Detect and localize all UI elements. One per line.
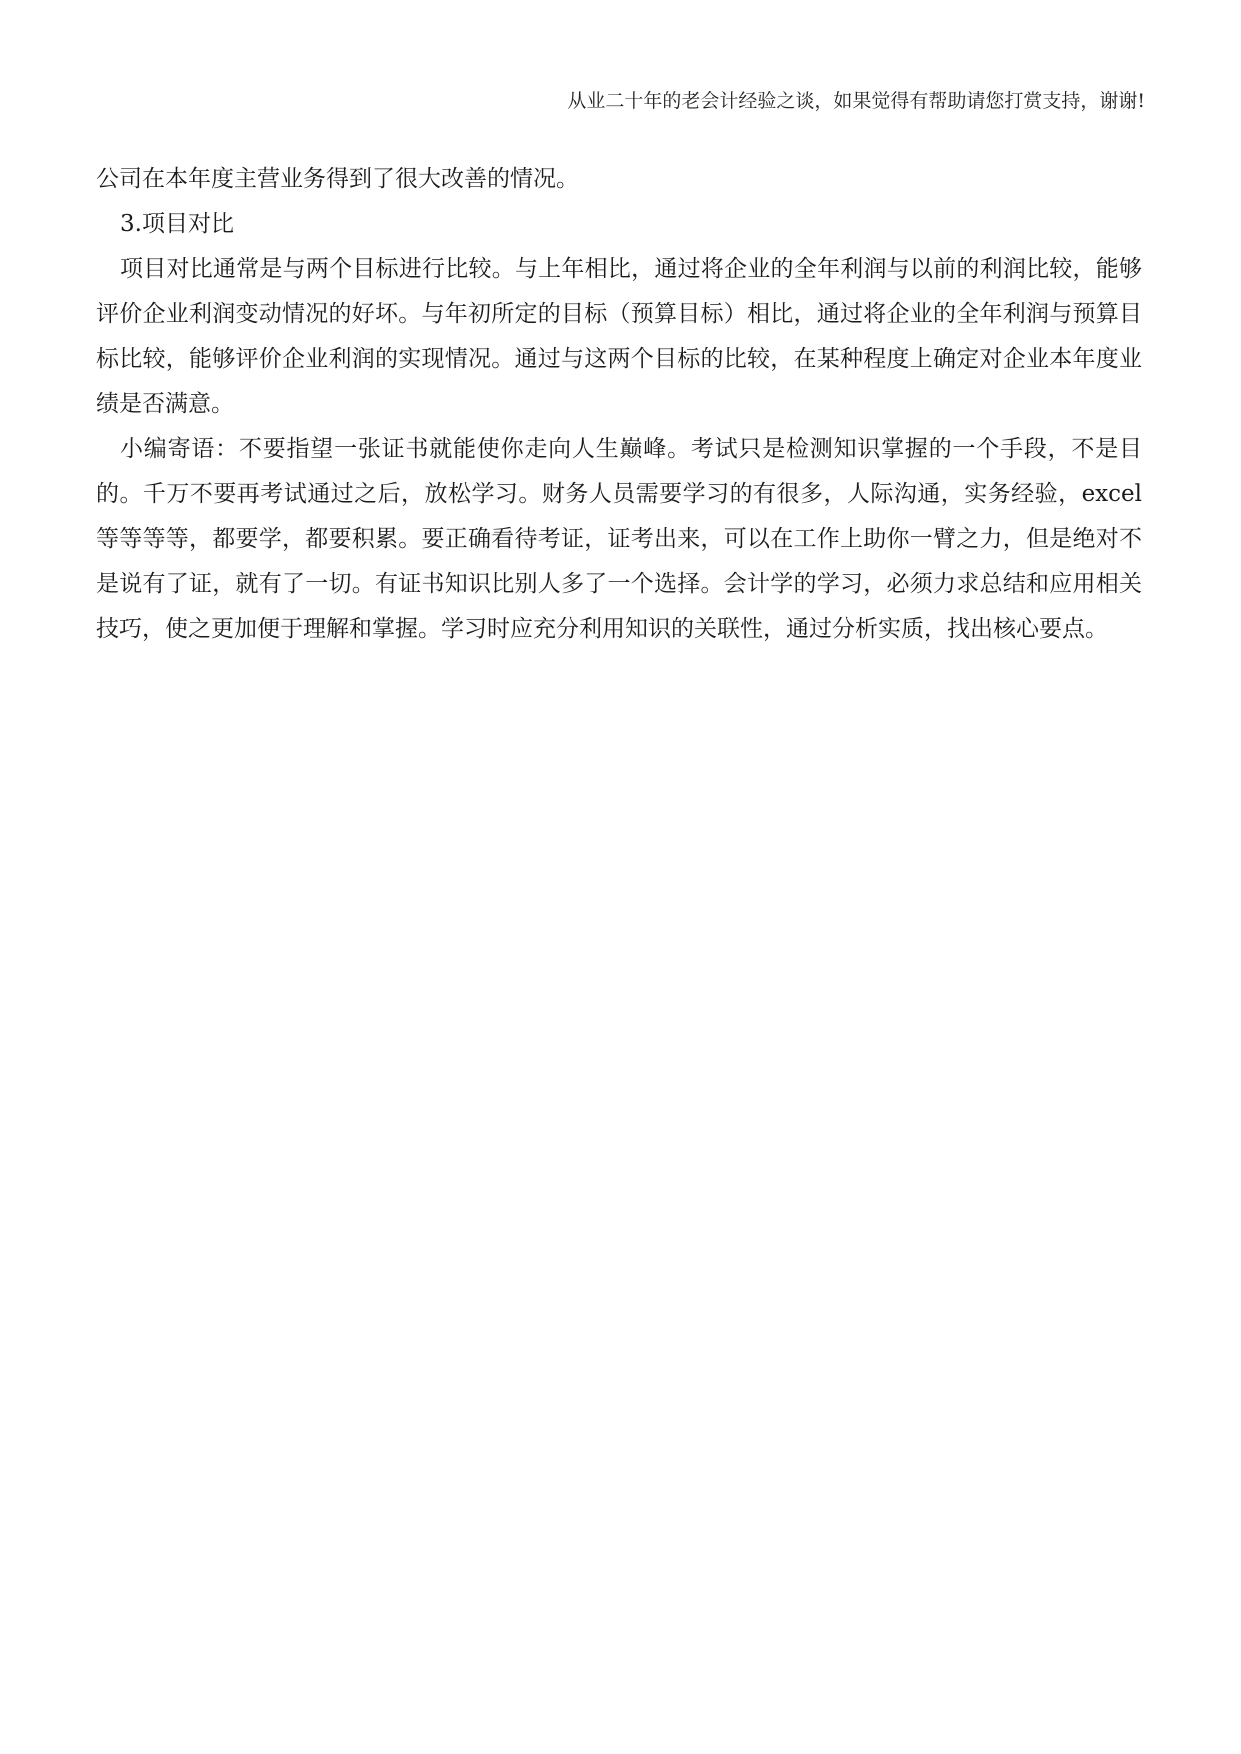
project-comparison-paragraph: 项目对比通常是与两个目标进行比较。与上年相比，通过将企业的全年利润与以前的利润比较，能够评价企业利润变动情况的好坏。与年初所定的目标（预算目标）相比，通过将企业的全年利润与预算目标比较，能够评价企业利润的实现情况。通过与这两个目标的比较，在某种程度上确定对企业本年度业绩是否满意。 [96,256,1142,417]
editor-note-paragraph: 小编寄语：不要指望一张证书就能使你走向人生巅峰。考试只是检测知识掌握的一个手段，不是目的。千万不要再考试通过之后，放松学习。财务人员需要学习的有很多，人际沟通，实务经验，excel等等等等，都要学，都要积累。要正确看待考证，证考出来，可以在工作上助你一臂之力，但是绝对不是说有了证，就有了一切。有证书知识比别人多了一个选择。会计学的学习，必须力求总结和应用相关技巧，使之更加便于理解和掌握。学习时应充分利用知识的关联性，通过分析实质，找出核心要点。 [96,436,1142,642]
section-heading: 3.项目对比 [120,211,234,237]
continuation-paragraph: 公司在本年度主营业务得到了很大改善的情况。 [96,166,579,192]
page-header-note: 从业二十年的老会计经验之谈，如果觉得有帮助请您打赏支持，谢谢! [567,90,1145,112]
document-body [96,157,1142,652]
